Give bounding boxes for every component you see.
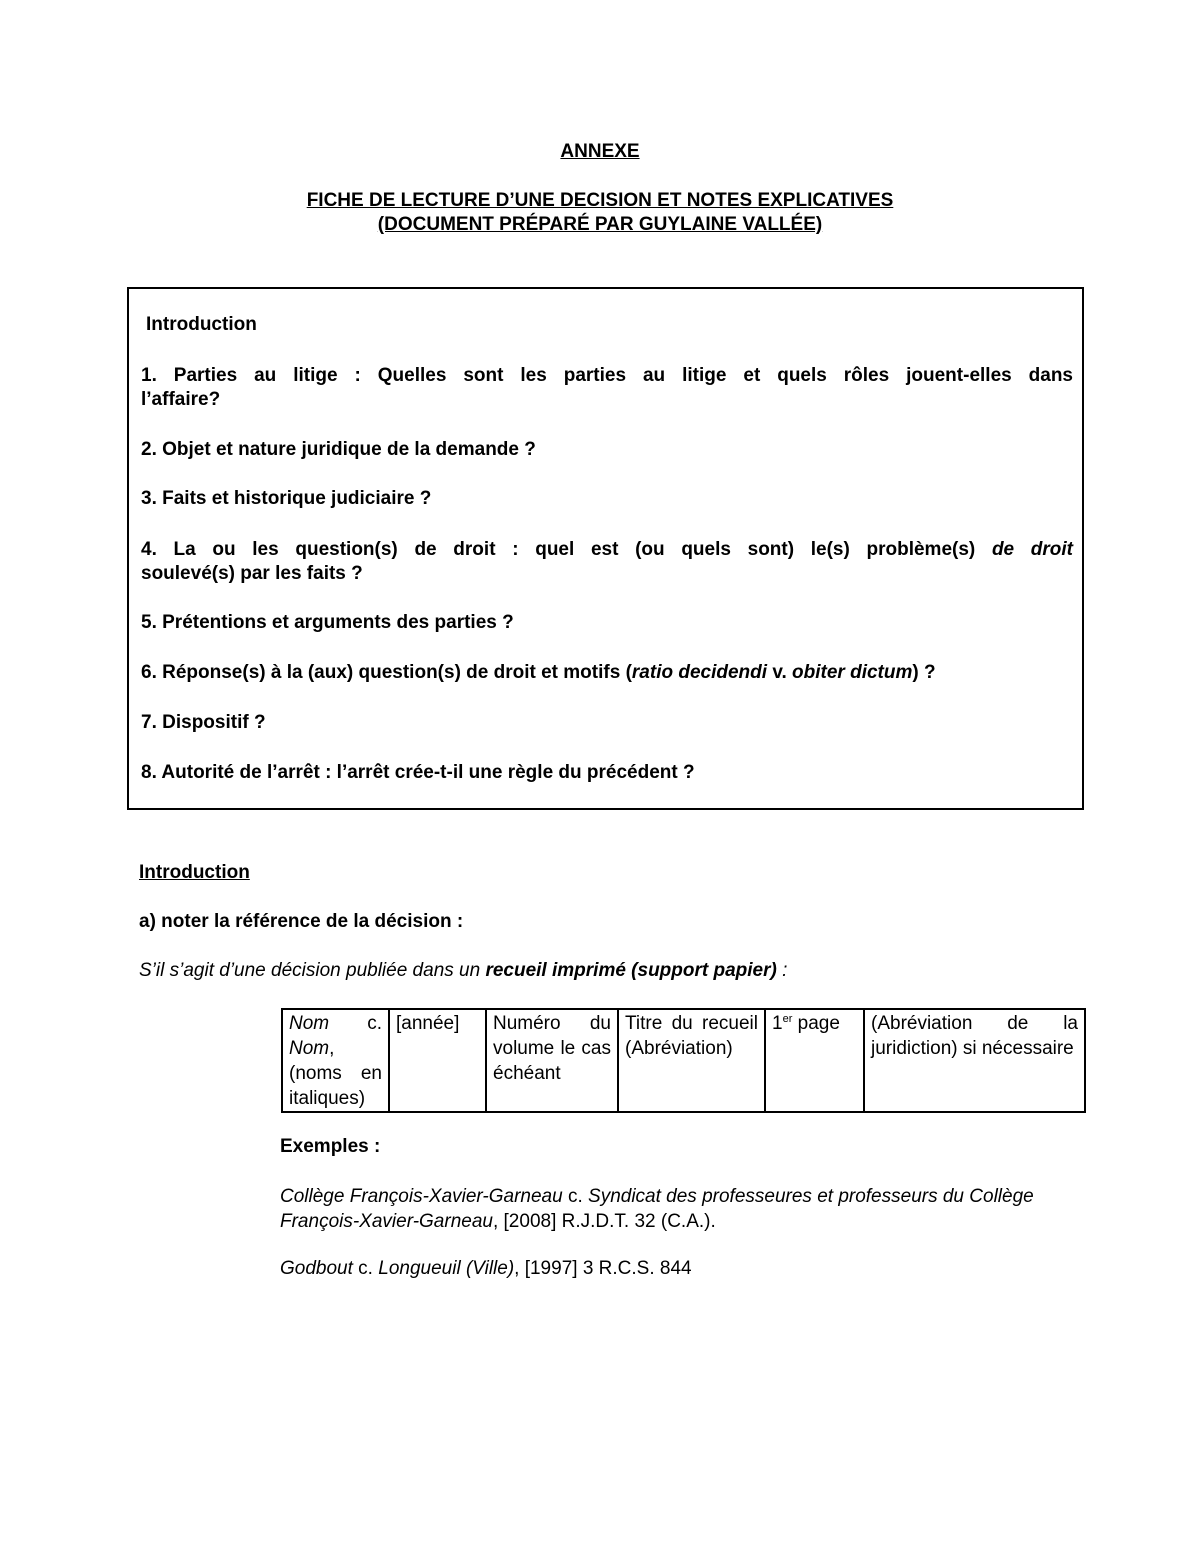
cell-report-title: Titre du recueil (Abréviation) — [618, 1009, 765, 1112]
document-title: FICHE DE LECTURE D’UNE DECISION ET NOTES EXPLICATIVES — [306, 190, 894, 211]
question-1-line2: l’affaire? — [141, 389, 221, 410]
question-5: 5. Prétentions et arguments des parties ? — [141, 612, 514, 633]
annexe-heading: ANNEXE — [560, 141, 640, 162]
box-intro: Introduction — [146, 314, 257, 335]
question-3: 3. Faits et historique judiciaire ? — [141, 488, 432, 509]
printed-report-instruction: S’il s’agit d’une décision publiée dans un recueil imprimé (support papier) : — [139, 960, 788, 981]
cell-names: Nom c. Nom, (noms en italiques) — [282, 1009, 389, 1112]
subsection-a: a) noter la référence de la décision : — [139, 911, 464, 932]
cell-first-page: 1er page — [765, 1009, 864, 1112]
introduction-heading: Introduction — [139, 862, 250, 883]
questions-box — [127, 287, 1084, 810]
cell-court: (Abréviation de la juridiction) si nécessaire — [864, 1009, 1085, 1112]
example-1: Collège François-Xavier-Garneau c. Syndicat des professeures et professeurs du Collège François-Xavier-Garneau, [2008] R.J.D.T. 32 (C.A.). — [280, 1186, 1034, 1232]
document-subtitle: (DOCUMENT PRÉPARÉ PAR GUYLAINE VALLÉE) — [377, 214, 823, 235]
cell-volume: Numéro du volume le cas échéant — [486, 1009, 618, 1112]
question-4-line1: 4. La ou les question(s) de droit : quel est (ou quels sont) le(s) problème(s) de droit — [141, 539, 1074, 560]
question-6: 6. Réponse(s) à la (aux) question(s) de droit et motifs (ratio decidendi v. obiter dictum) ? — [141, 662, 936, 683]
table-row — [282, 1009, 1085, 1112]
reference-format-table — [281, 1008, 1086, 1113]
examples-heading: Exemples : — [280, 1136, 381, 1157]
question-7: 7. Dispositif ? — [141, 712, 266, 733]
example-2: Godbout c. Longueuil (Ville), [1997] 3 R.C.S. 844 — [280, 1258, 692, 1279]
cell-year: [année] — [389, 1009, 486, 1112]
question-8: 8. Autorité de l’arrêt : l’arrêt crée-t-il une règle du précédent ? — [141, 762, 695, 783]
question-4-line2: soulevé(s) par les faits ? — [141, 563, 363, 584]
question-1-line1: 1. Parties au litige : Quelles sont les parties au litige et quels rôles jouent-elles dans — [141, 365, 1073, 386]
question-2: 2. Objet et nature juridique de la demande ? — [141, 439, 536, 460]
